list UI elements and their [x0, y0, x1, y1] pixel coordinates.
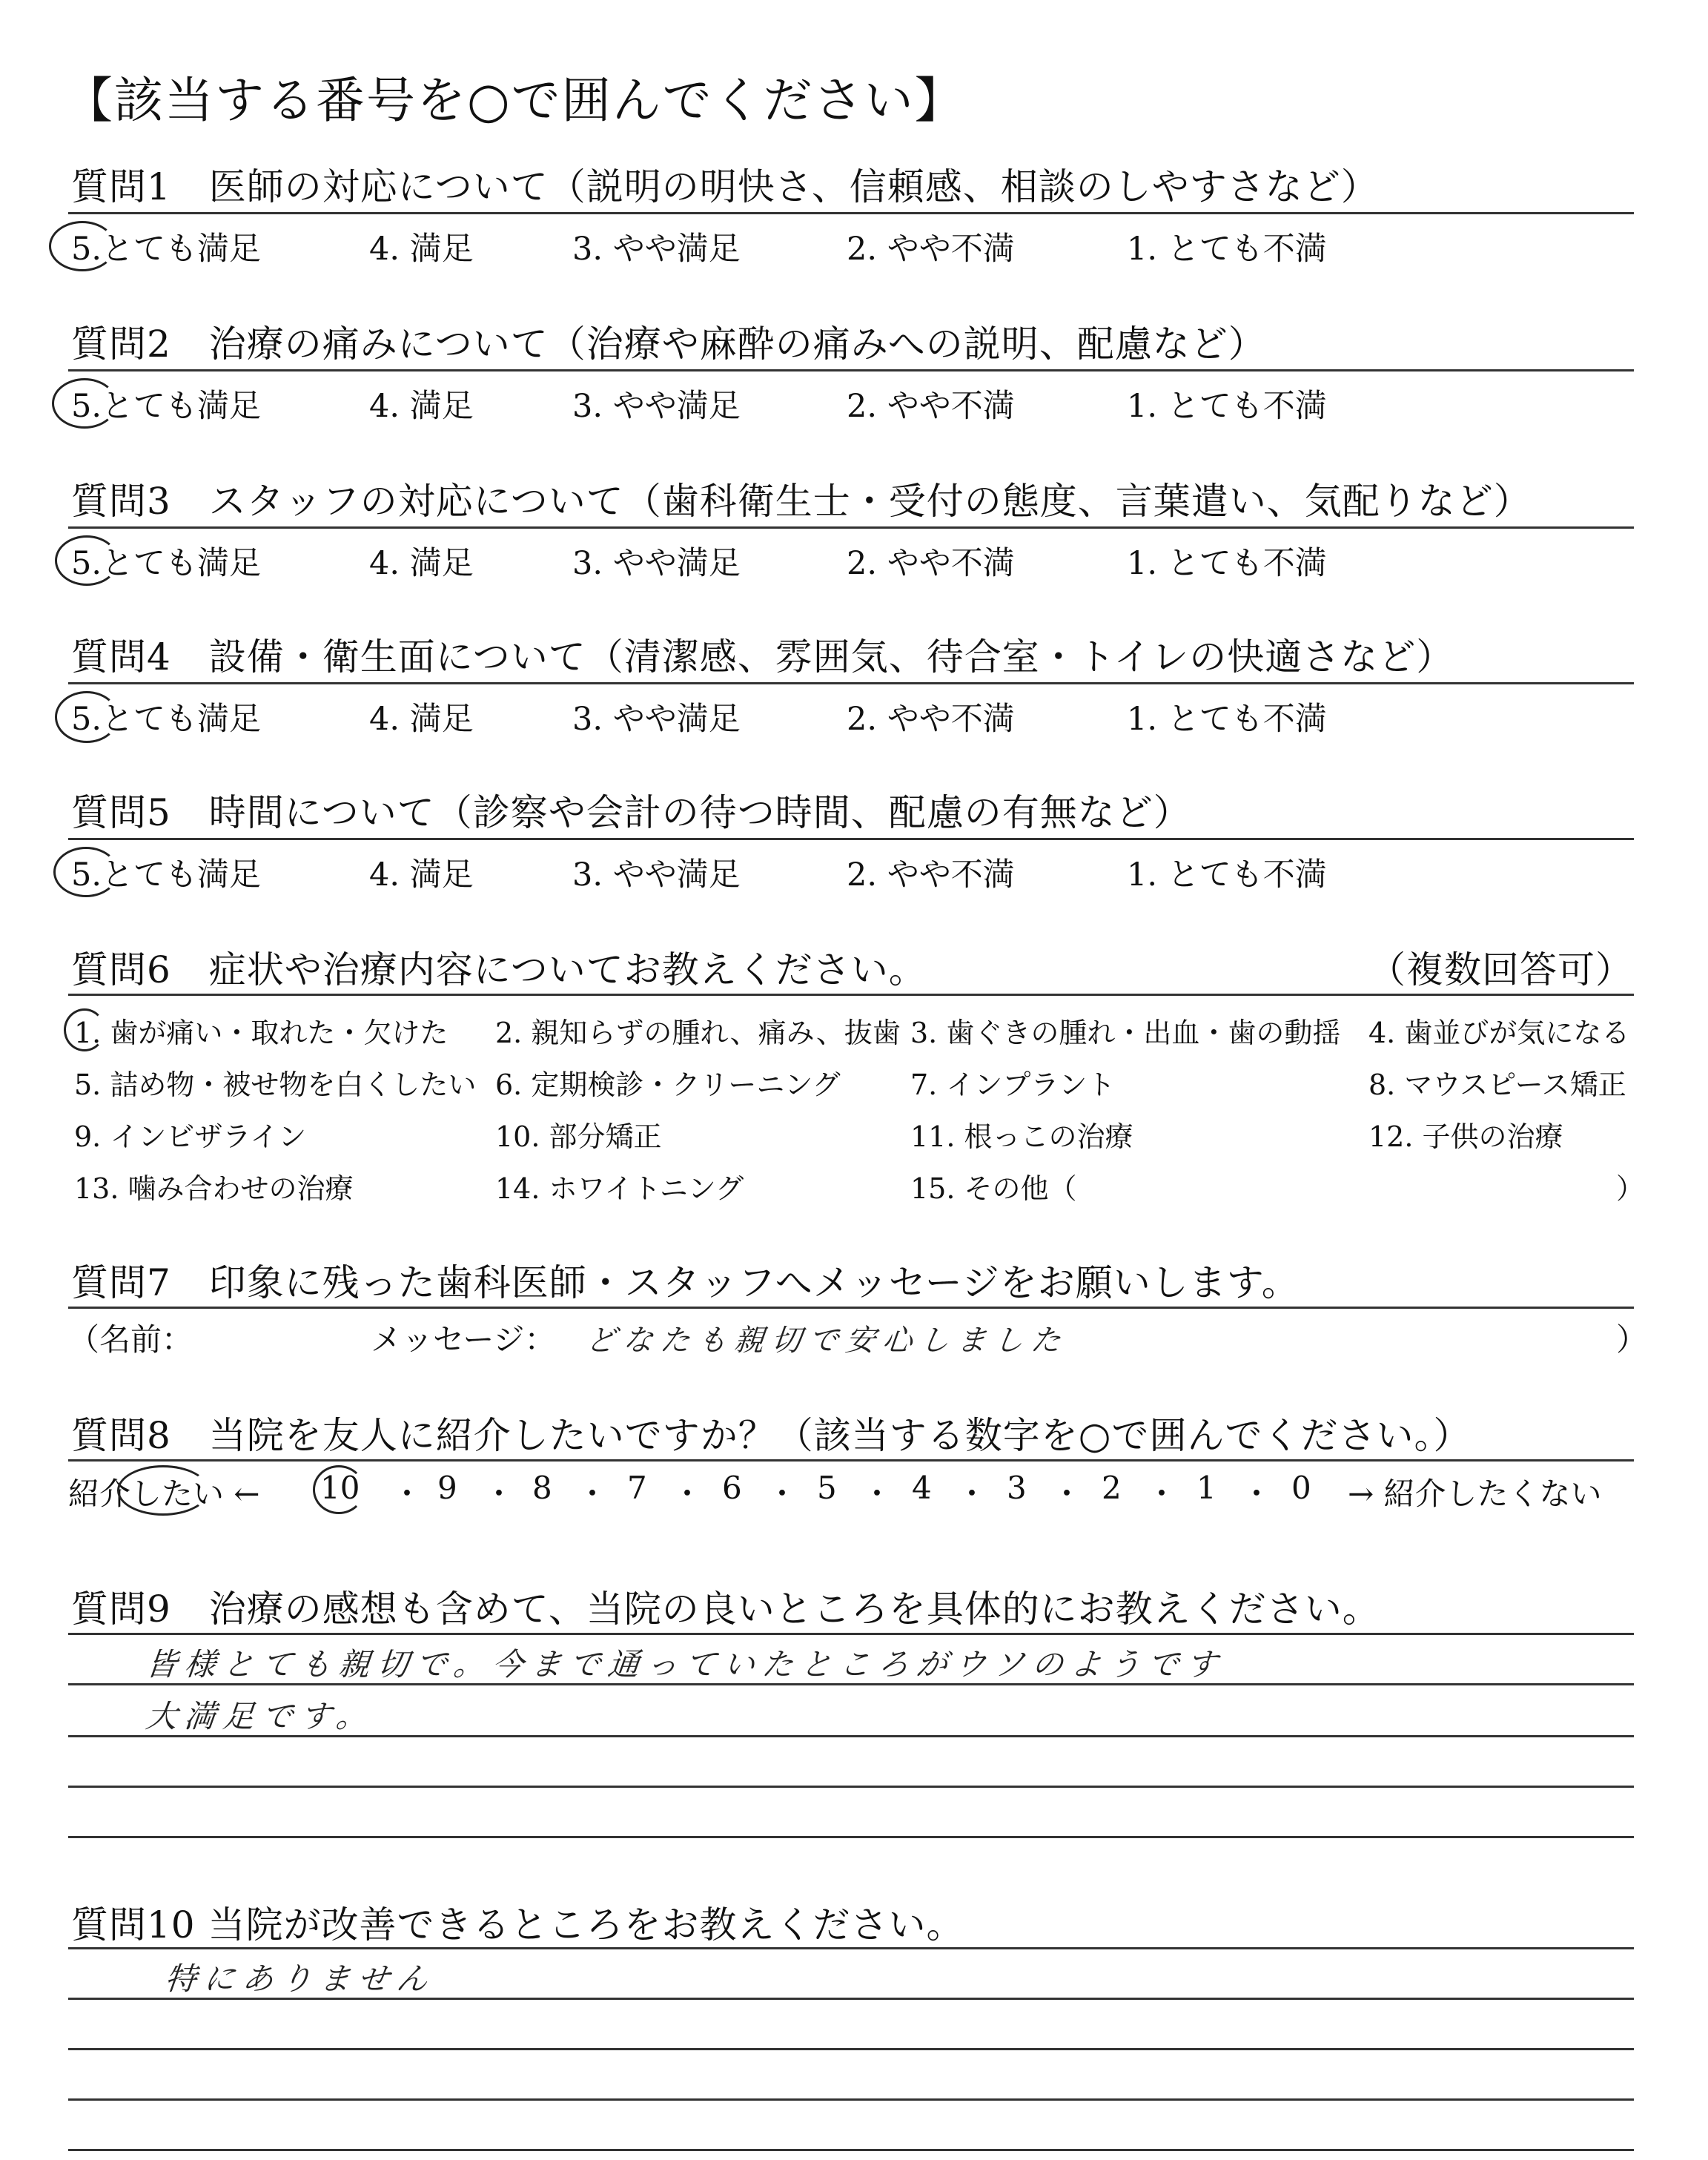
message-close-paren: ）	[1616, 1321, 1648, 1358]
answer-line	[68, 1786, 1634, 1788]
answer-circle	[313, 1465, 365, 1514]
dot-separator: ・	[483, 1476, 515, 1512]
score-8[interactable]: 8	[532, 1470, 552, 1506]
handwritten-answer-line-1[interactable]: 特にありません	[163, 1961, 437, 1997]
rule-divider	[68, 526, 1634, 529]
rule-divider	[68, 212, 1634, 214]
q4-option-5[interactable]: 5.とても満足	[71, 701, 262, 738]
answer-circle	[55, 535, 119, 586]
message-label: メッセージ：	[371, 1321, 556, 1358]
question-10-title: 質問10 当院が改善できるところをお教えください。	[71, 1903, 964, 1946]
q4-option-3[interactable]: 3. やや満足	[572, 701, 741, 738]
dot-separator: ・	[391, 1476, 423, 1512]
rule-divider	[68, 1947, 1634, 1949]
q6-option-2[interactable]: 2. 親知らずの腫れ、痛み、抜歯	[495, 1017, 901, 1049]
q5-option-5[interactable]: 5.とても満足	[71, 856, 262, 894]
recommend-right-label: → 紹介したくない	[1348, 1476, 1602, 1512]
question-5-title: 質問5 時間について（診察や会計の待つ時間、配慮の有無など）	[71, 791, 1191, 834]
answer-line	[68, 1735, 1634, 1737]
rule-divider	[68, 994, 1634, 996]
q4-option-2[interactable]: 2. やや不満	[847, 701, 1015, 738]
dot-separator: ・	[1051, 1476, 1083, 1512]
question-2-title: 質問2 治療の痛みについて（治療や麻酔の痛みへの説明、配慮など）	[71, 323, 1266, 366]
answer-circle	[49, 221, 116, 271]
page-header: 【該当する番号を○で囲んでください】	[64, 72, 965, 129]
answer-circle	[52, 378, 117, 429]
question-1-title: 質問1 医師の対応について（説明の明快さ、信頼感、相談のしやすさなど）	[71, 165, 1379, 208]
score-6[interactable]: 6	[722, 1470, 742, 1506]
answer-line	[68, 1836, 1634, 1838]
q6-option-10[interactable]: 10. 部分矯正	[495, 1120, 662, 1153]
q2-option-1[interactable]: 1. とても不満	[1127, 388, 1327, 425]
q6-option-1[interactable]: 1. 歯が痛い・取れた・欠けた	[74, 1017, 448, 1049]
answer-line	[68, 1998, 1634, 2000]
dot-separator: ・	[861, 1476, 893, 1512]
answer-line	[68, 2048, 1634, 2050]
q6-option-14[interactable]: 14. ホワイトニング	[495, 1172, 744, 1205]
dot-separator: ・	[956, 1476, 988, 1512]
handwritten-message[interactable]: どなたも親切で安心しました	[584, 1324, 1070, 1358]
score-2[interactable]: 2	[1102, 1470, 1122, 1506]
handwritten-answer-line-2[interactable]: 大満足です。	[144, 1698, 377, 1734]
q1-option-1[interactable]: 1. とても不満	[1127, 231, 1327, 268]
answer-line	[68, 2098, 1634, 2101]
rule-divider	[68, 682, 1634, 684]
dot-separator: ・	[1241, 1476, 1273, 1512]
dot-separator: ・	[1146, 1476, 1178, 1512]
q2-option-5[interactable]: 5.とても満足	[71, 388, 262, 425]
recommend-left-label: 紹介したい ←	[68, 1476, 260, 1512]
q5-option-1[interactable]: 1. とても不満	[1127, 856, 1327, 894]
question-6-title: 質問6 症状や治療内容についてお教えください。	[71, 948, 927, 991]
q6-option-11[interactable]: 11. 根っこの治療	[910, 1120, 1133, 1153]
q4-option-4[interactable]: 4. 満足	[369, 701, 474, 738]
q6-option-6[interactable]: 6. 定期検診・クリーニング	[495, 1069, 841, 1101]
answer-circle	[64, 1008, 105, 1051]
question-8-title: 質問8 当院を友人に紹介したいですか？（該当する数字を○で囲んでください。）	[71, 1414, 1472, 1457]
q3-option-4[interactable]: 4. 満足	[369, 545, 474, 582]
q3-option-3[interactable]: 3. やや満足	[572, 545, 741, 582]
score-5[interactable]: 5	[817, 1470, 837, 1506]
q3-option-1[interactable]: 1. とても不満	[1127, 545, 1327, 582]
rule-divider	[68, 1307, 1634, 1309]
q2-option-3[interactable]: 3. やや満足	[572, 388, 741, 425]
q2-option-2[interactable]: 2. やや不満	[847, 388, 1015, 425]
q4-option-1[interactable]: 1. とても不満	[1127, 701, 1327, 738]
dot-separator: ・	[767, 1476, 798, 1512]
score-4[interactable]: 4	[912, 1470, 932, 1506]
q3-option-2[interactable]: 2. やや不満	[847, 545, 1015, 582]
question-9-title: 質問9 治療の感想も含めて、当院の良いところを具体的にお教えください。	[71, 1588, 1380, 1631]
question-7-title: 質問7 印象に残った歯科医師・スタッフへメッセージをお願いします。	[71, 1261, 1300, 1304]
rule-divider	[68, 838, 1634, 840]
q1-option-4[interactable]: 4. 満足	[369, 231, 474, 268]
q1-option-5[interactable]: 5.とても満足	[71, 231, 262, 268]
q5-option-2[interactable]: 2. やや不満	[847, 856, 1015, 894]
q5-option-3[interactable]: 3. やや満足	[572, 856, 741, 894]
score-0[interactable]: 0	[1291, 1470, 1311, 1506]
q1-option-2[interactable]: 2. やや不満	[847, 231, 1015, 268]
answer-circle	[53, 847, 119, 897]
handwritten-answer-line-1[interactable]: 皆様とても親切で。今まで通っていたところがウソのようです	[144, 1646, 1227, 1682]
q6-option-9[interactable]: 9. インビザライン	[74, 1120, 307, 1153]
q6-option-3[interactable]: 3. 歯ぐきの腫れ・出血・歯の動揺	[910, 1017, 1341, 1049]
multiple-answers-note: （複数回答可）	[1368, 948, 1633, 991]
dot-separator: ・	[672, 1476, 704, 1512]
q6-other-close-paren: ）	[1616, 1172, 1645, 1205]
rule-divider	[68, 1459, 1634, 1462]
q6-option-5[interactable]: 5. 詰め物・被せ物を白くしたい	[74, 1069, 477, 1101]
q6-option-4[interactable]: 4. 歯並びが気になる	[1368, 1017, 1630, 1049]
answer-circle	[117, 1465, 209, 1516]
question-4-title: 質問4 設備・衛生面について（清潔感、雰囲気、待合室・トイレの快適さなど）	[71, 635, 1454, 678]
q6-option-12[interactable]: 12. 子供の治療	[1368, 1120, 1563, 1153]
score-1[interactable]: 1	[1196, 1470, 1217, 1506]
q2-option-4[interactable]: 4. 満足	[369, 388, 474, 425]
q3-option-5[interactable]: 5.とても満足	[71, 545, 262, 582]
score-3[interactable]: 3	[1007, 1470, 1027, 1506]
q6-option-15[interactable]: 15. その他（	[910, 1172, 1077, 1205]
q6-option-8[interactable]: 8. マウスピース矯正	[1368, 1069, 1626, 1101]
answer-circle	[55, 691, 119, 743]
q1-option-3[interactable]: 3. やや満足	[572, 231, 741, 268]
question-3-title: 質問3 スタッフの対応について（歯科衛生士・受付の態度、言葉遣い、気配りなど）	[71, 480, 1532, 523]
score-10[interactable]: 10	[320, 1470, 360, 1506]
rule-divider	[68, 1633, 1634, 1635]
score-9[interactable]: 9	[437, 1470, 457, 1506]
answer-line	[68, 1683, 1634, 1685]
name-label: （名前：	[68, 1321, 193, 1358]
dot-separator: ・	[577, 1476, 609, 1512]
rule-divider	[68, 369, 1634, 371]
q6-option-13[interactable]: 13. 噛み合わせの治療	[74, 1172, 354, 1205]
q6-option-7[interactable]: 7. インプラント	[910, 1069, 1116, 1101]
q5-option-4[interactable]: 4. 満足	[369, 856, 474, 894]
score-7[interactable]: 7	[627, 1470, 647, 1506]
answer-line	[68, 2149, 1634, 2151]
